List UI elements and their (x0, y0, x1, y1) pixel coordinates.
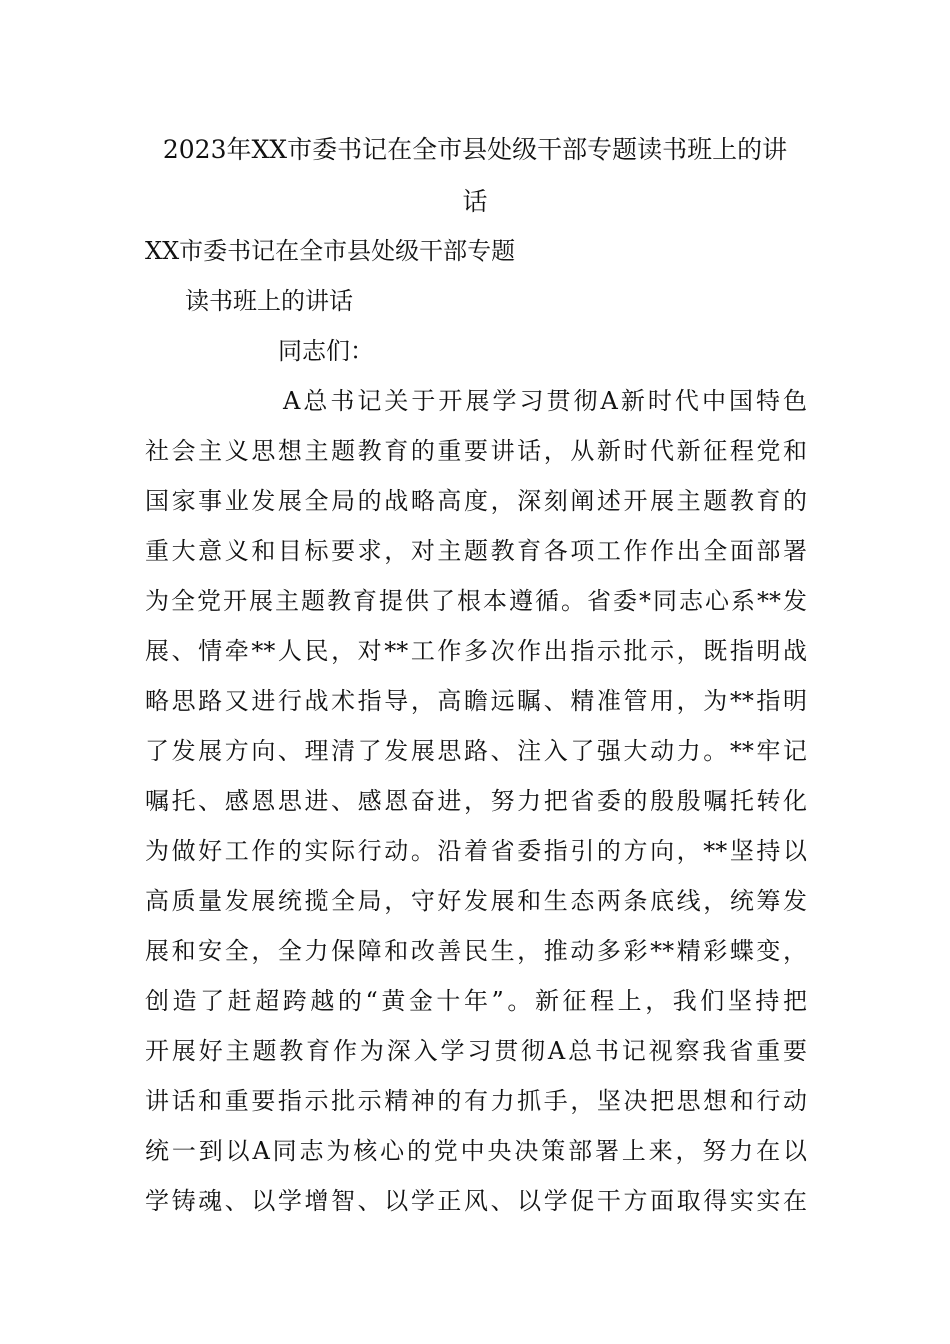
body-line: 讲话和重要指示批示精神的有力抓手，坚决把思想和行动 (145, 1087, 807, 1115)
subtitle-line-2: 读书班上的讲话 (185, 287, 353, 315)
body-line: 为全党开展主题教育提供了根本遵循。省委*同志心系**发 (145, 587, 807, 615)
body-line: A总书记关于开展学习贯彻A新时代中国特色 (283, 387, 807, 415)
body-line: 为做好工作的实际行动。沿着省委指引的方向，**坚持以 (145, 837, 807, 865)
document-title-line-1: 2023年XX市委书记在全市县处级干部专题读书班上的讲 (162, 135, 788, 164)
body-line: 嘱托、感恩思进、感恩奋进，努力把省委的殷殷嘱托转化 (145, 787, 807, 815)
body-line: 重大意义和目标要求，对主题教育各项工作作出全面部署 (145, 537, 807, 565)
body-line: 了发展方向、理清了发展思路、注入了强大动力。**牢记 (145, 737, 807, 765)
body-line: 展和安全，全力保障和改善民生，推动多彩**精彩蝶变， (145, 937, 807, 965)
subtitle-line-1: XX市委书记在全市县处级干部专题 (145, 237, 516, 265)
greeting: 同志们： (278, 337, 374, 365)
body-line: 创造了赶超跨越的“黄金十年”。新征程上，我们坚持把 (145, 987, 807, 1015)
body-line: 国家事业发展全局的战略高度，深刻阐述开展主题教育的 (145, 487, 807, 515)
body-line: 社会主义思想主题教育的重要讲话，从新时代新征程党和 (145, 437, 807, 465)
document-title-line-2: 话 (462, 187, 488, 216)
body-line: 学铸魂、以学增智、以学正风、以学促干方面取得实实在 (145, 1187, 807, 1215)
body-line: 展、情牵**人民，对**工作多次作出指示批示，既指明战 (145, 637, 807, 665)
body-line: 高质量发展统揽全局，守好发展和生态两条底线，统筹发 (145, 887, 807, 915)
body-line: 统一到以A同志为核心的党中央决策部署上来，努力在以 (145, 1137, 807, 1165)
body-line: 开展好主题教育作为深入学习贯彻A总书记视察我省重要 (145, 1037, 807, 1065)
body-line: 略思路又进行战术指导，高瞻远瞩、精准管用，为**指明 (145, 687, 807, 715)
